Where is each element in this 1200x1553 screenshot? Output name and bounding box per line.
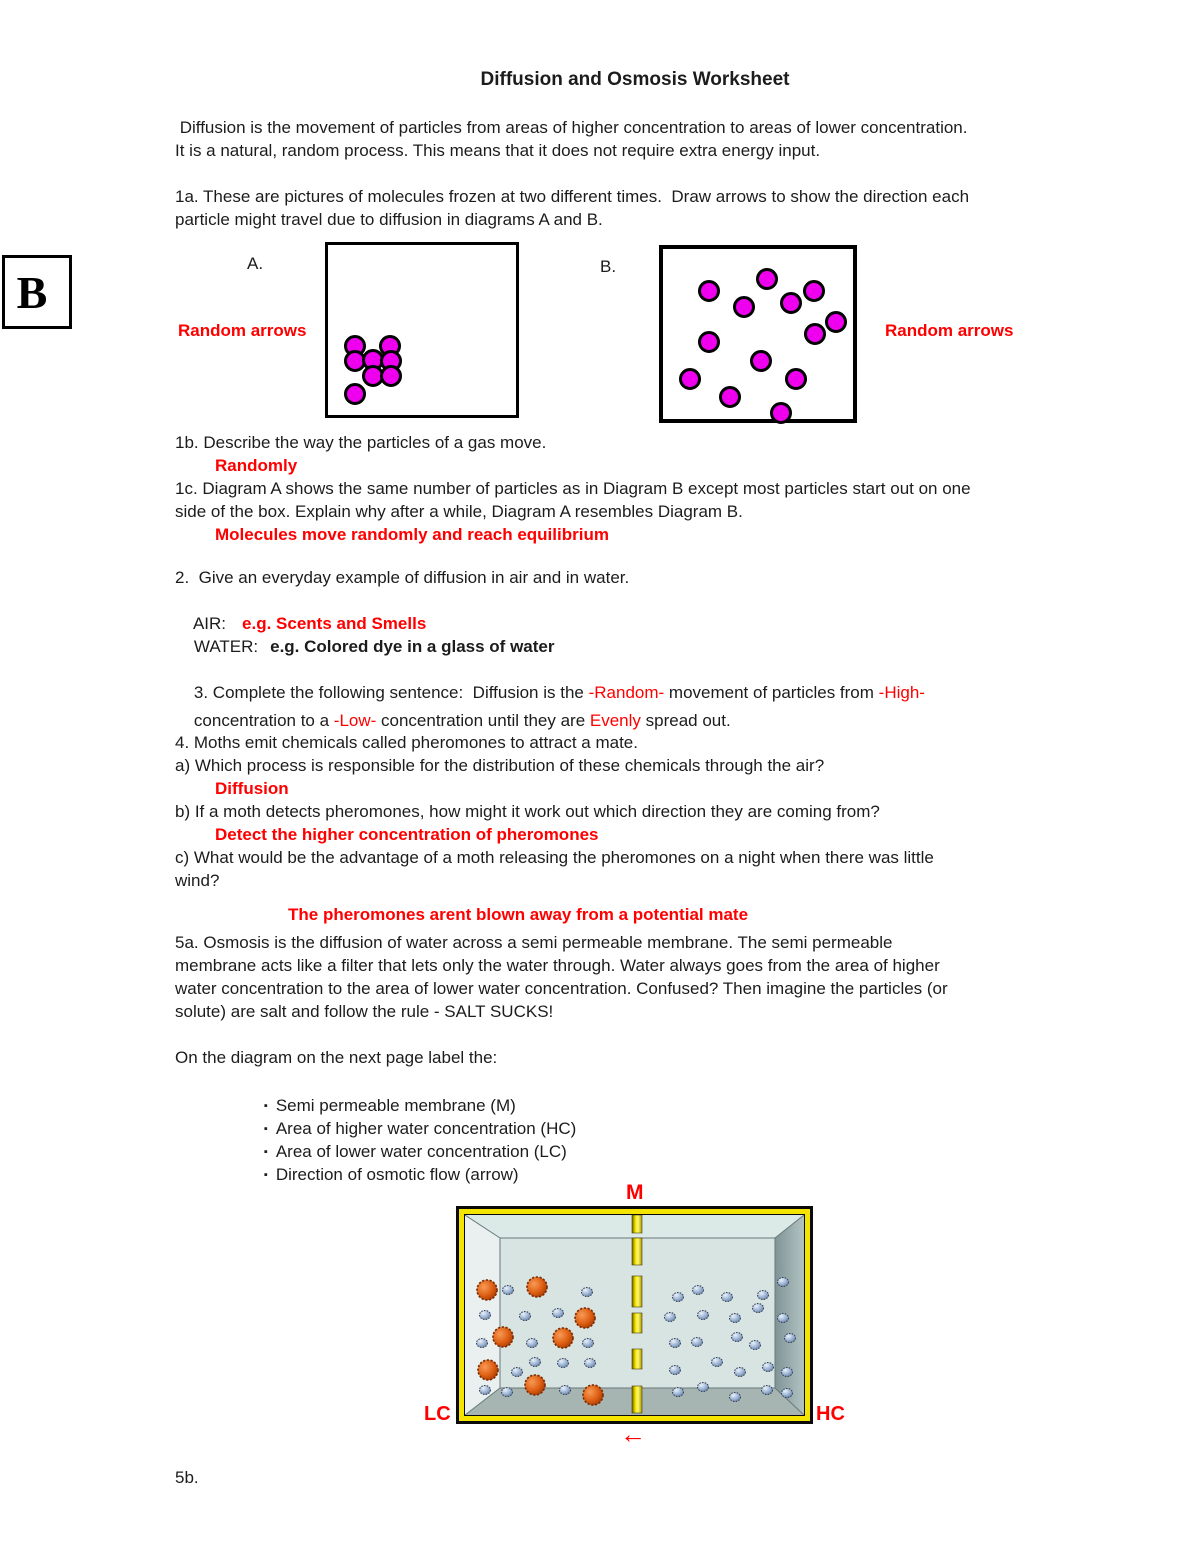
membrane-segment: [632, 1276, 642, 1307]
margin-letter-box: [2, 255, 72, 329]
bullet-text: Semi permeable membrane (M): [275, 1096, 516, 1115]
solute-particle: [478, 1360, 498, 1380]
water-particle: [560, 1386, 571, 1395]
water-particle: [778, 1278, 789, 1287]
q1a-line-1: 1a. These are pictures of molecules frozen at two different times. Draw arrows to show the direction each: [175, 187, 970, 206]
water-particle: [782, 1389, 793, 1398]
water-particle: [712, 1358, 723, 1367]
bullet-text: Area of lower water concentration (LC): [275, 1142, 567, 1161]
molecule-particle: [825, 311, 847, 333]
q4a-question: a) Which process is responsible for the distribution of these chemicals through the air?: [175, 756, 825, 775]
bullet-icon: ▪: [263, 1146, 268, 1158]
water-particle: [477, 1339, 488, 1348]
q2-air-label: AIR:: [192, 614, 227, 633]
solute-particle: [493, 1327, 513, 1347]
molecule-particle: [785, 368, 807, 390]
water-particle: [480, 1311, 491, 1320]
molecule-particle: [344, 383, 366, 405]
water-particle: [673, 1388, 684, 1397]
q4c-line-2: wind?: [175, 871, 220, 890]
water-particle: [782, 1368, 793, 1377]
molecule-particle: [733, 296, 755, 318]
q5a-line-1: 5a. Osmosis is the diffusion of water across a semi permeable membrane. The semi permeable: [175, 933, 893, 952]
membrane-segment: [632, 1238, 642, 1265]
q1b-answer: Randomly: [215, 456, 298, 475]
q3-answer-high: -High-: [878, 683, 925, 702]
bullet-icon: ▪: [263, 1169, 268, 1181]
water-particle: [670, 1339, 681, 1348]
intro-line-2: It is a natural, random process. This means that it does not require extra energy input.: [175, 141, 821, 160]
molecule-particle: [780, 292, 802, 314]
solute-particle: [525, 1375, 545, 1395]
tank-graphic: [465, 1215, 804, 1415]
margin-letter: B: [16, 266, 48, 318]
membrane-segment: [632, 1386, 642, 1413]
q4c-answer: The pheromones arent blown away from a potential mate: [288, 905, 749, 924]
solute-particle: [575, 1308, 595, 1328]
water-particle: [530, 1358, 541, 1367]
water-particle: [585, 1359, 596, 1368]
q3-text: movement of particles from: [664, 683, 879, 702]
molecule-particle: [698, 280, 720, 302]
solute-particle: [477, 1280, 497, 1300]
q1c-line-2: side of the box. Explain why after a while, Diagram A resembles Diagram B.: [175, 502, 743, 521]
water-particle: [503, 1286, 514, 1295]
q4a-answer: Diffusion: [215, 779, 289, 798]
q2-water-answer: e.g. Colored dye in a glass of water: [270, 637, 555, 656]
water-particle: [553, 1309, 564, 1318]
water-particle: [758, 1291, 769, 1300]
q5a-line-3: water concentration to the area of lower water concentration. Confused? Then imagine the particles (or: [175, 979, 948, 998]
diagram-a-annotation: Random arrows: [178, 321, 307, 340]
water-particle: [722, 1293, 733, 1302]
solute-particle: [583, 1385, 603, 1405]
q2-question: 2. Give an everyday example of diffusion in air and in water.: [175, 568, 630, 587]
water-particle: [698, 1311, 709, 1320]
lc-label: LC: [424, 1403, 451, 1425]
q4b-answer: Detect the higher concentration of pheromones: [215, 825, 599, 844]
membrane-segment: [632, 1349, 642, 1369]
q3-answer-random: -Random-: [588, 683, 665, 702]
molecule-particle: [756, 268, 778, 290]
water-particle: [763, 1363, 774, 1372]
water-particle: [527, 1339, 538, 1348]
q3-answer-low: -Low-: [333, 711, 377, 730]
diagram-b-box: [659, 245, 857, 423]
q1c-answer: Molecules move randomly and reach equilibrium: [215, 525, 609, 544]
molecule-particle: [770, 402, 792, 424]
q2-air-answer: e.g. Scents and Smells: [242, 614, 427, 633]
water-particle: [762, 1386, 773, 1395]
water-particle: [735, 1368, 746, 1377]
water-particle: [502, 1388, 513, 1397]
water-particle: [778, 1314, 789, 1323]
q1b-question: 1b. Describe the way the particles of a gas move.: [175, 433, 547, 452]
water-particle: [558, 1359, 569, 1368]
tank-interior: [465, 1215, 804, 1415]
water-particle: [583, 1339, 594, 1348]
q3-answer-evenly: Evenly: [589, 711, 641, 730]
q1c-line-1: 1c. Diagram A shows the same number of particles as in Diagram B except most particles start out on one: [175, 479, 971, 498]
q2-water-label: WATER:: [193, 637, 259, 656]
membrane-segment: [632, 1313, 642, 1333]
q3-text: spread out.: [640, 711, 731, 730]
q5a-line-4: solute) are salt and follow the rule - SALT SUCKS!: [175, 1002, 554, 1021]
molecule-particle: [380, 365, 402, 387]
water-particle: [698, 1383, 709, 1392]
molecule-particle: [698, 331, 720, 353]
diagram-b-label: B.: [600, 257, 617, 276]
q4c-line-1: c) What would be the advantage of a moth releasing the pheromones on a night when there was little: [175, 848, 934, 867]
molecule-particle: [804, 323, 826, 345]
molecule-particle: [719, 386, 741, 408]
osmosis-tank-diagram: [456, 1206, 813, 1424]
bullet-icon: ▪: [263, 1123, 268, 1135]
q1a-line-2: particle might travel due to diffusion in diagrams A and B.: [175, 210, 603, 229]
q5a-line-2: membrane acts like a filter that lets only the water through. Water always goes from the area of higher: [175, 956, 940, 975]
water-particle: [520, 1312, 531, 1321]
water-particle: [730, 1393, 741, 1402]
bullet-icon: ▪: [263, 1100, 268, 1112]
q3-text: 3. Complete the following sentence: Diffusion is the: [193, 683, 589, 702]
q4-intro: 4. Moths emit chemicals called pheromones to attract a mate.: [175, 733, 638, 752]
q5b-label: 5b.: [175, 1468, 199, 1487]
water-particle: [673, 1293, 684, 1302]
diagram-a-label: A.: [247, 254, 264, 273]
bullet-text: Direction of osmotic flow (arrow): [275, 1165, 519, 1184]
membrane-segment: [632, 1215, 642, 1233]
water-particle: [692, 1338, 703, 1347]
water-particle: [665, 1313, 676, 1322]
water-particle: [732, 1333, 743, 1342]
bullet-text: Area of higher water concentration (HC): [275, 1119, 577, 1138]
solute-particle: [527, 1277, 547, 1297]
osmotic-flow-arrow-icon: ←: [620, 1419, 646, 1449]
water-particle: [480, 1386, 491, 1395]
water-particle: [512, 1368, 523, 1377]
q5a-label-intro: On the diagram on the next page label the:: [175, 1048, 498, 1067]
q3-text: concentration to a: [193, 711, 334, 730]
water-particle: [785, 1334, 796, 1343]
diagram-b-annotation: Random arrows: [885, 321, 1014, 340]
water-particle: [730, 1314, 741, 1323]
hc-label: HC: [816, 1403, 845, 1425]
q4b-question: b) If a moth detects pheromones, how might it work out which direction they are coming from?: [175, 802, 880, 821]
solute-particle: [553, 1328, 573, 1348]
membrane-label-m: M: [626, 1181, 644, 1204]
water-particle: [582, 1288, 593, 1297]
water-particle: [670, 1366, 681, 1375]
q3-text: concentration until they are: [376, 711, 590, 730]
water-particle: [753, 1304, 764, 1313]
molecule-particle: [803, 280, 825, 302]
molecule-particle: [750, 350, 772, 372]
water-particle: [750, 1341, 761, 1350]
diagram-a-box: [325, 242, 519, 418]
intro-line-1: Diffusion is the movement of particles from areas of higher concentration to areas of lower concentration.: [175, 118, 968, 137]
water-particle: [693, 1286, 704, 1295]
page-title: Diffusion and Osmosis Worksheet: [480, 69, 790, 90]
molecule-particle: [679, 368, 701, 390]
bullet-item: [245, 1140, 519, 1210]
